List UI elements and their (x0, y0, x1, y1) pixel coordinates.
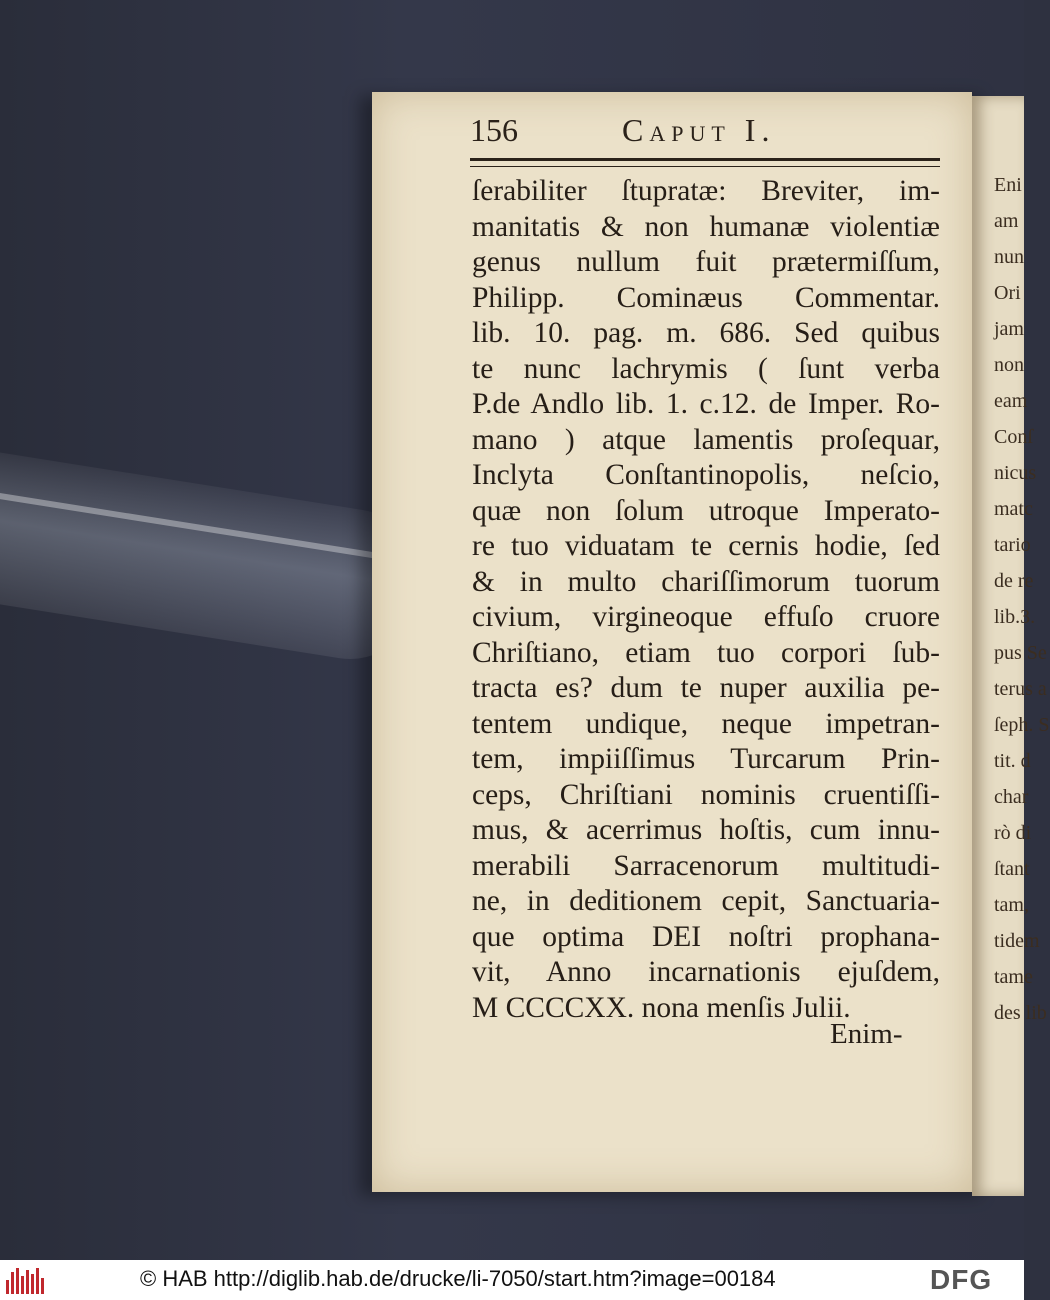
text-line: re tuo viduatam te cernis hodie, ſed (472, 530, 940, 562)
facing-page-line: non (994, 354, 1024, 376)
facing-page-line: Ori (994, 282, 1021, 304)
facing-page-line: Eni (994, 174, 1022, 196)
facing-page-line: tit. d (994, 750, 1031, 772)
footer-bar (0, 1260, 1024, 1300)
text-line: ne, in deditionem cepit, Sanctuaria- (472, 885, 940, 917)
text-line: manitatis & non humanæ violentiæ (472, 210, 940, 243)
text-line: & in multo chariſſimorum tuorum (472, 565, 940, 598)
text-line: mus, & acerrimus hoſtis, cum innu- (472, 814, 940, 846)
text-line: ceps, Chriſtiani nominis cruentiſſi- (472, 778, 940, 811)
facing-page-line: tidem (994, 930, 1040, 952)
text-line: civium, virgineoque effuſo cruore (472, 601, 940, 633)
text-line: tentem undique, neque impetran- (472, 707, 940, 740)
facing-page-line: tario (994, 534, 1031, 556)
facing-page-line: char (994, 786, 1029, 808)
text-line: que optima DEI noſtri prophana- (472, 920, 940, 953)
text-line: tracta es? dum te nuper auxilia pe- (472, 672, 940, 704)
facing-page-line: des lib (994, 1002, 1047, 1024)
facing-page-line: Conſ (994, 426, 1033, 448)
facing-page-line: nicus (994, 462, 1037, 484)
facing-page-line: nun (994, 246, 1024, 268)
facing-page-line: rò di (994, 822, 1032, 844)
text-line: lib. 10. pag. m. 686. Sed quibus (472, 317, 940, 349)
text-line: Chriſtiano, etiam tuo corpori ſub- (472, 636, 940, 669)
running-head: Caput I. (622, 112, 776, 148)
facing-page-line: tame (994, 966, 1033, 988)
header-rule (470, 158, 940, 167)
facing-page-line: jam (994, 318, 1024, 340)
facing-page-line: matc (994, 498, 1033, 520)
text-line: mano ) atque lamentis proſequar, (472, 423, 940, 456)
text-line: ſerabiliter ſtupratæ: Breviter, im- (472, 175, 940, 207)
text-line: te nunc lachrymis ( ſunt verba (472, 352, 940, 385)
text-line: genus nullum fuit prætermiſſum, (472, 246, 940, 278)
facing-page-line: tam, (994, 894, 1029, 916)
footer-credit: © HAB http://diglib.hab.de/drucke/li-7050/start.htm?image=00184 (140, 1266, 776, 1291)
facing-page-line: pus Se (994, 642, 1047, 664)
text-line: Philipp. Cominæus Commentar. (472, 281, 940, 314)
facing-page-line: de re (994, 570, 1034, 592)
catchword: Enim- (830, 1018, 903, 1050)
facing-page-line: ſeph. S (994, 714, 1050, 736)
book-page-right (972, 96, 1050, 1196)
page-header (470, 112, 940, 158)
body-text (472, 174, 940, 1026)
dfg-logo: DFG (930, 1264, 993, 1295)
facing-page-line: eam (994, 390, 1028, 412)
facing-page-line: ſtant (994, 858, 1030, 880)
text-line: merabili Sarracenorum multitudi- (472, 849, 940, 882)
hab-logo-icon (6, 1268, 48, 1294)
facing-page-line: am (994, 210, 1019, 232)
page-number: 156 (470, 112, 518, 148)
text-line: P.de Andlo lib. 1. c.12. de Imper. Ro- (472, 388, 940, 420)
text-line: vit, Anno incarnationis ejuſdem, (472, 956, 940, 988)
text-line: quæ non ſolum utroque Imperato- (472, 494, 940, 527)
text-line: M CCCCXX. nona menſis Julii. (472, 991, 851, 1024)
facing-page-line: terus a (994, 678, 1047, 700)
text-line: Inclyta Conſtantinopolis, neſcio, (472, 459, 940, 491)
text-line: tem, impiiſſimus Turcarum Prin- (472, 743, 940, 775)
facing-page-line: lib.3. (994, 606, 1036, 628)
